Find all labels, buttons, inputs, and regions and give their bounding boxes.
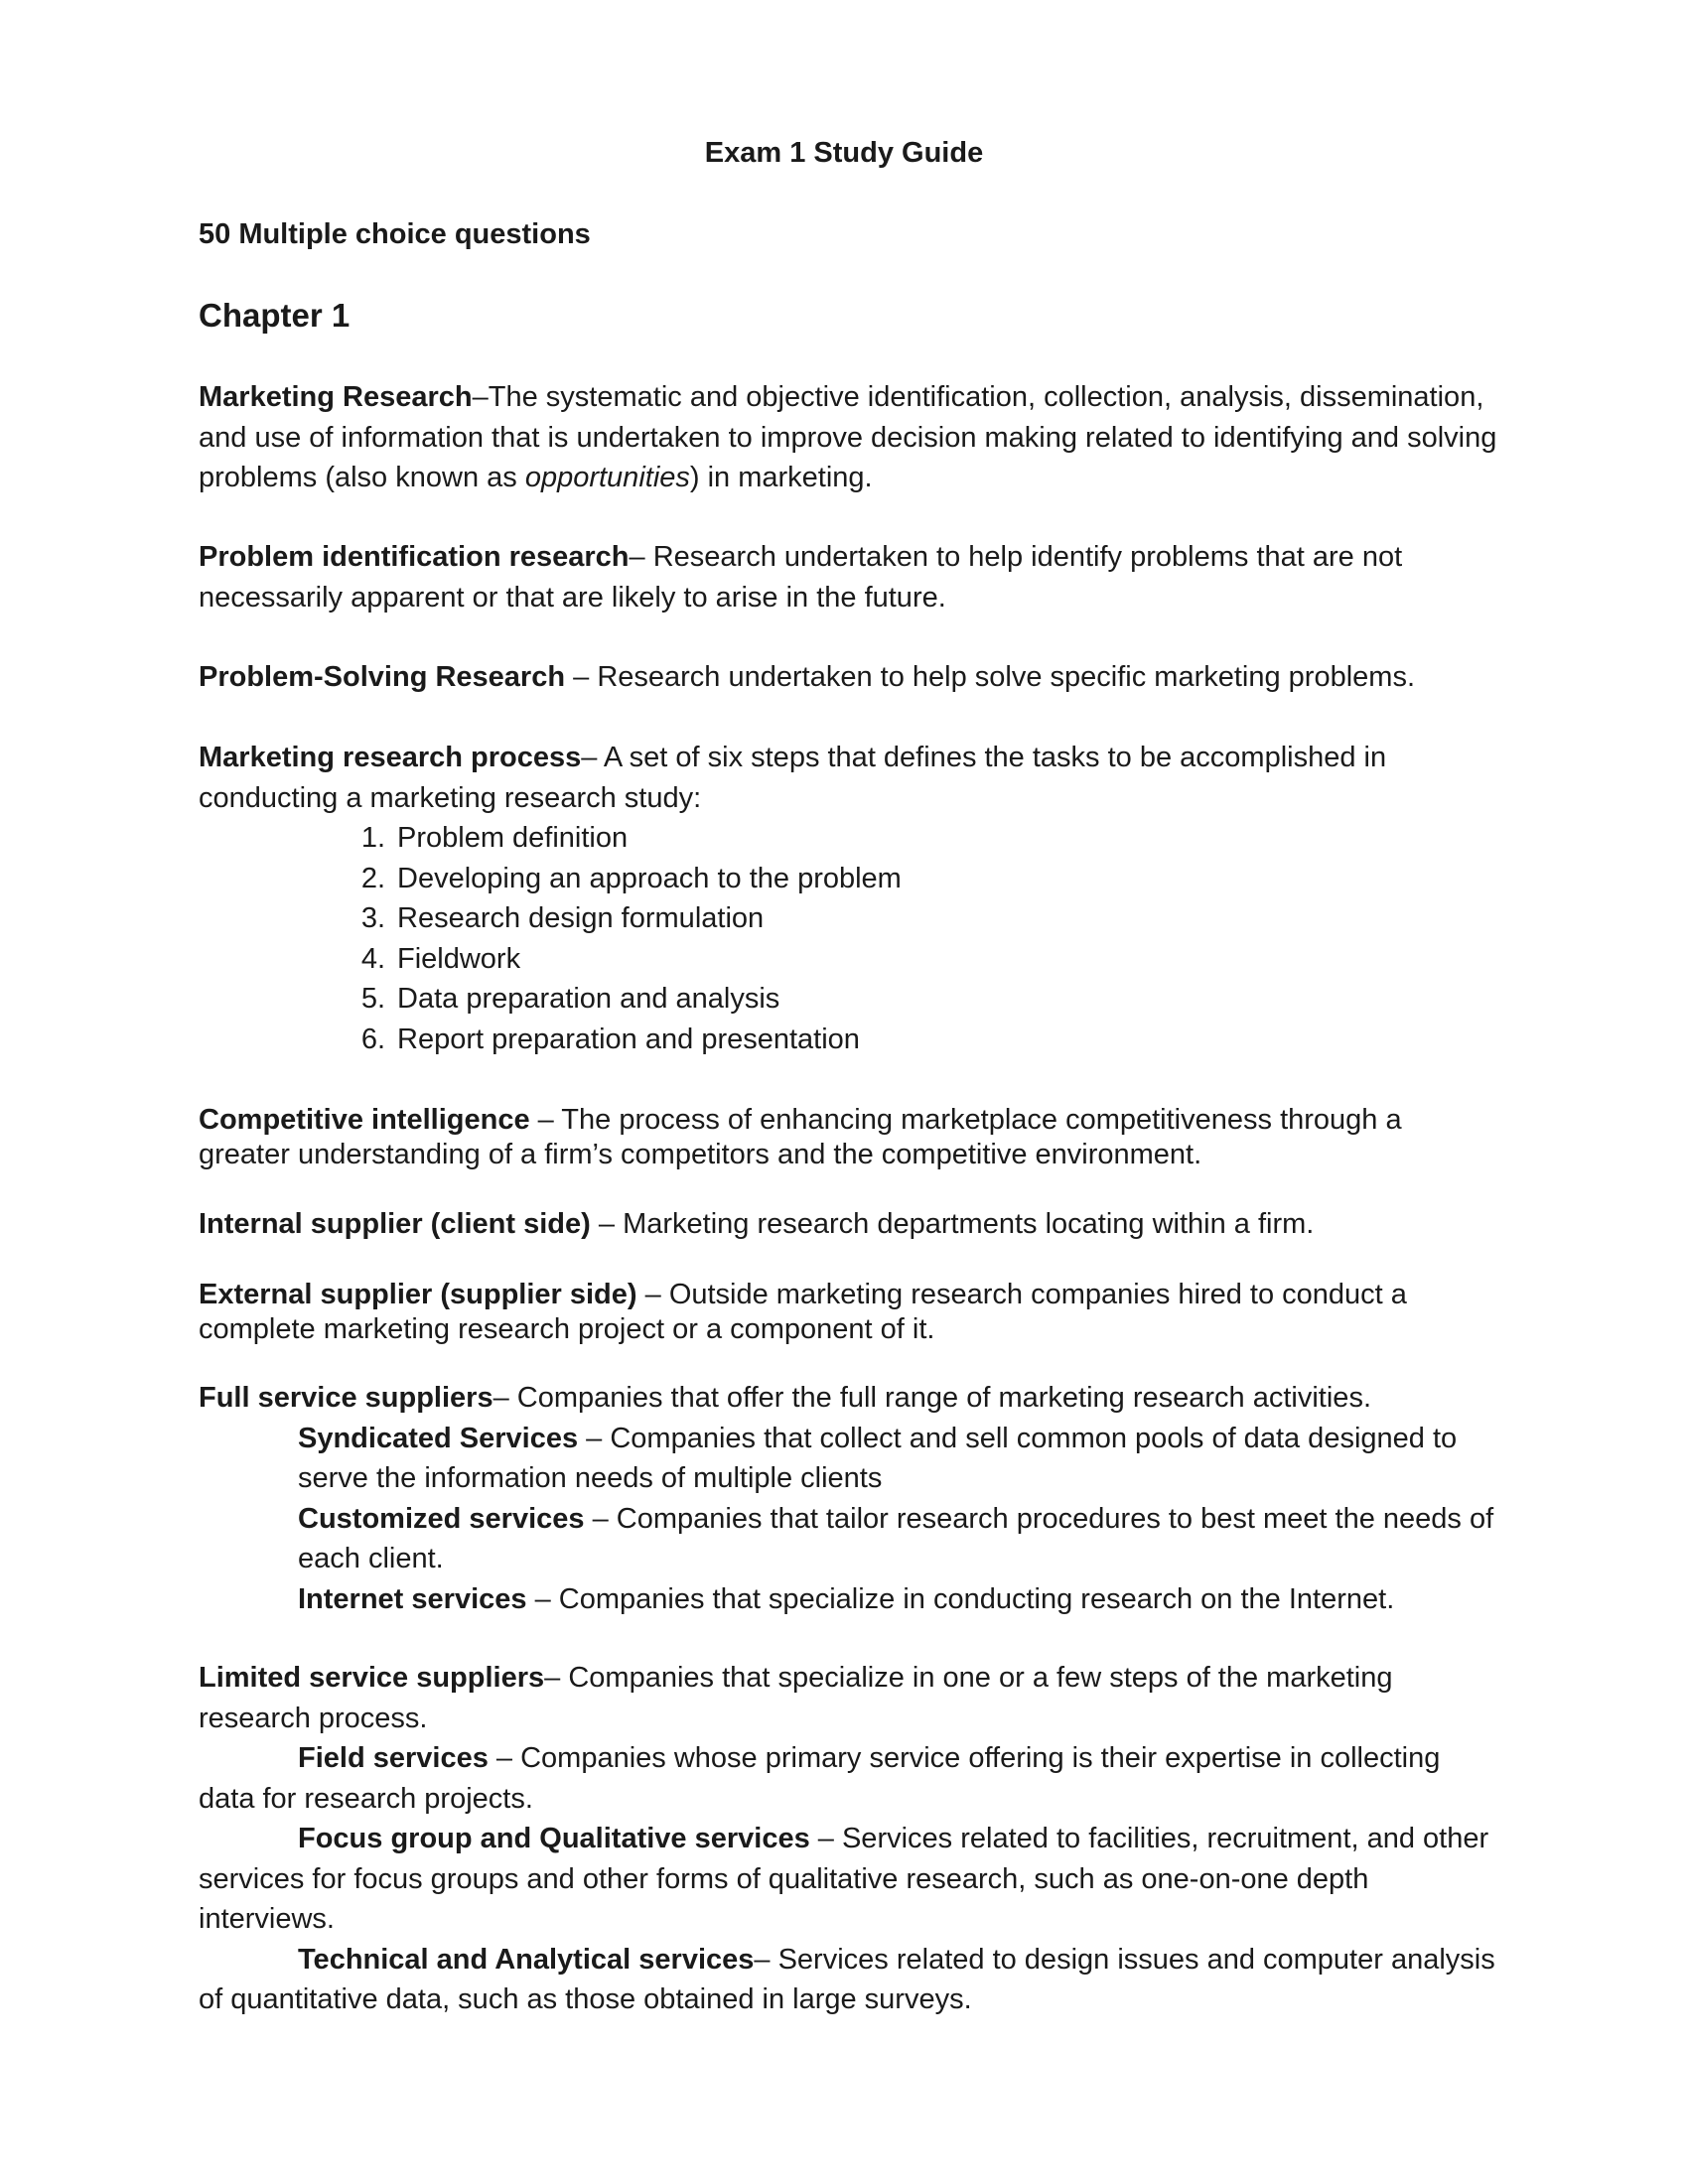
step-number: 1. xyxy=(360,822,385,854)
definition-text: Services related to design issues and computer analysis of quantitative data, such as those obtained in large surveys. xyxy=(199,1943,1495,2015)
list-item xyxy=(346,859,1499,899)
definition-marketing-research xyxy=(199,377,1499,498)
definition-text: Services related to facilities, recruitment, and other services for focus groups and other forms of qualitative research, such as one-on-one depth interviews. xyxy=(199,1823,1489,1935)
term-focus-group-services: Focus group and Qualitative services xyxy=(298,1823,810,1854)
definition-full-service-suppliers xyxy=(199,1378,1499,1619)
definition-text: Research undertaken to help solve specific marketing problems. xyxy=(597,661,1416,693)
sub-definition-customized xyxy=(298,1499,1499,1579)
step-number: 3. xyxy=(360,902,385,934)
full-service-intro xyxy=(199,1378,1499,1419)
term-separator: – xyxy=(581,742,604,773)
document-title: Exam 1 Study Guide xyxy=(704,137,984,169)
definition-text: Companies that collect and sell common pools of data designed to serve the information needs of multiple clients xyxy=(298,1422,1458,1494)
term-customized-services: Customized services xyxy=(298,1502,585,1535)
definition-internal-supplier xyxy=(199,1207,1499,1242)
term-limited-service: Limited service suppliers xyxy=(199,1662,545,1694)
term-separator: – xyxy=(529,1104,562,1136)
sub-definition-syndicated xyxy=(298,1419,1499,1499)
step-number: 2. xyxy=(360,862,385,894)
list-item xyxy=(346,1020,1499,1060)
term-external-supplier: External supplier (supplier side) xyxy=(199,1279,637,1310)
definition-research-process xyxy=(199,738,1499,1059)
definition-text: The systematic and objective identification, collection, analysis, dissemination, and use of information that is undertaken to improve decision making related to identifying and solving problems (also known as xyxy=(199,381,1497,493)
definition-text: Outside marketing research companies hired to conduct a complete marketing research project or a component of it. xyxy=(199,1279,1407,1345)
term-separator: – xyxy=(472,381,489,413)
list-item xyxy=(346,898,1499,939)
exam-info: 50 Multiple choice questions xyxy=(199,218,591,250)
list-item xyxy=(346,818,1499,859)
definition-text: Marketing research departments locating within a firm. xyxy=(623,1208,1315,1240)
definition-text: Companies that offer the full range of marketing research activities. xyxy=(516,1382,1371,1414)
chapter-heading: Chapter 1 xyxy=(199,297,351,334)
term-separator: – xyxy=(809,1823,842,1854)
term-separator: – xyxy=(629,541,653,573)
term-separator: – xyxy=(578,1422,611,1454)
sub-definition-internet xyxy=(298,1579,1499,1620)
step-text: Report preparation and presentation xyxy=(397,1023,860,1055)
definition-text: Companies whose primary service offering is their expertise in collecting data for research projects. xyxy=(199,1742,1441,1815)
definition-italic-text: opportunities xyxy=(524,462,690,493)
term-internal-supplier: Internal supplier (client side) xyxy=(199,1208,591,1240)
term-separator: – xyxy=(636,1279,669,1310)
definition-competitive-intelligence xyxy=(199,1103,1499,1172)
definition-text-end: ) in marketing. xyxy=(689,462,873,493)
definition-text: Companies that specialize in conducting research on the Internet. xyxy=(558,1582,1395,1615)
term-separator: – xyxy=(590,1208,624,1240)
term-separator: – xyxy=(492,1382,517,1414)
term-full-service: Full service suppliers xyxy=(199,1382,493,1414)
term-separator: – xyxy=(565,661,598,693)
step-text: Problem definition xyxy=(397,822,629,854)
step-number: 4. xyxy=(360,942,385,975)
definition-text: Research undertaken to help identify problems that are not necessarily apparent or that are likely to arise in the future. xyxy=(199,541,1403,614)
term-marketing-research: Marketing Research xyxy=(199,381,473,413)
term-field-services: Field services xyxy=(298,1742,489,1774)
term-technical-services: Technical and Analytical services xyxy=(298,1943,755,1976)
definition-text: Companies that specialize in one or a few steps of the marketing research process. xyxy=(199,1662,1393,1734)
step-text: Research design formulation xyxy=(397,902,765,934)
definition-external-supplier xyxy=(199,1278,1499,1347)
sub-definition-technical xyxy=(199,1940,1499,2020)
term-internet-services: Internet services xyxy=(298,1582,527,1615)
term-separator: – xyxy=(584,1502,617,1535)
research-process-intro xyxy=(199,738,1499,818)
term-problem-solving: Problem-Solving Research xyxy=(199,661,566,693)
list-item xyxy=(346,979,1499,1020)
definition-problem-identification xyxy=(199,537,1499,617)
term-separator: – xyxy=(488,1742,521,1774)
step-number: 5. xyxy=(360,983,385,1015)
step-number: 6. xyxy=(360,1023,385,1055)
definition-limited-service-suppliers xyxy=(199,1658,1499,2020)
term-syndicated-services: Syndicated Services xyxy=(298,1422,579,1454)
term-separator: – xyxy=(526,1582,559,1615)
definition-text: Companies that tailor research procedures to best meet the needs of each client. xyxy=(298,1502,1494,1574)
step-text: Data preparation and analysis xyxy=(397,983,780,1015)
term-problem-identification: Problem identification research xyxy=(199,541,630,573)
sub-definition-field xyxy=(199,1738,1499,1819)
term-research-process: Marketing research process xyxy=(199,742,582,773)
term-separator: – xyxy=(544,1662,569,1694)
research-process-steps xyxy=(199,818,1499,1059)
sub-definition-focus-group xyxy=(199,1819,1499,1940)
limited-service-intro xyxy=(199,1658,1499,1738)
step-text: Developing an approach to the problem xyxy=(397,862,902,894)
step-text: Fieldwork xyxy=(397,942,521,975)
definition-text: A set of six steps that defines the tasks to be accomplished in conducting a marketing research study: xyxy=(199,742,1387,814)
term-separator: – xyxy=(754,1943,778,1976)
definition-problem-solving xyxy=(199,657,1499,698)
term-competitive-intelligence: Competitive intelligence xyxy=(199,1104,530,1136)
definition-text: The process of enhancing marketplace competitiveness through a greater understanding of a firm’s competitors and the competitive environment. xyxy=(199,1104,1402,1170)
list-item xyxy=(346,939,1499,980)
